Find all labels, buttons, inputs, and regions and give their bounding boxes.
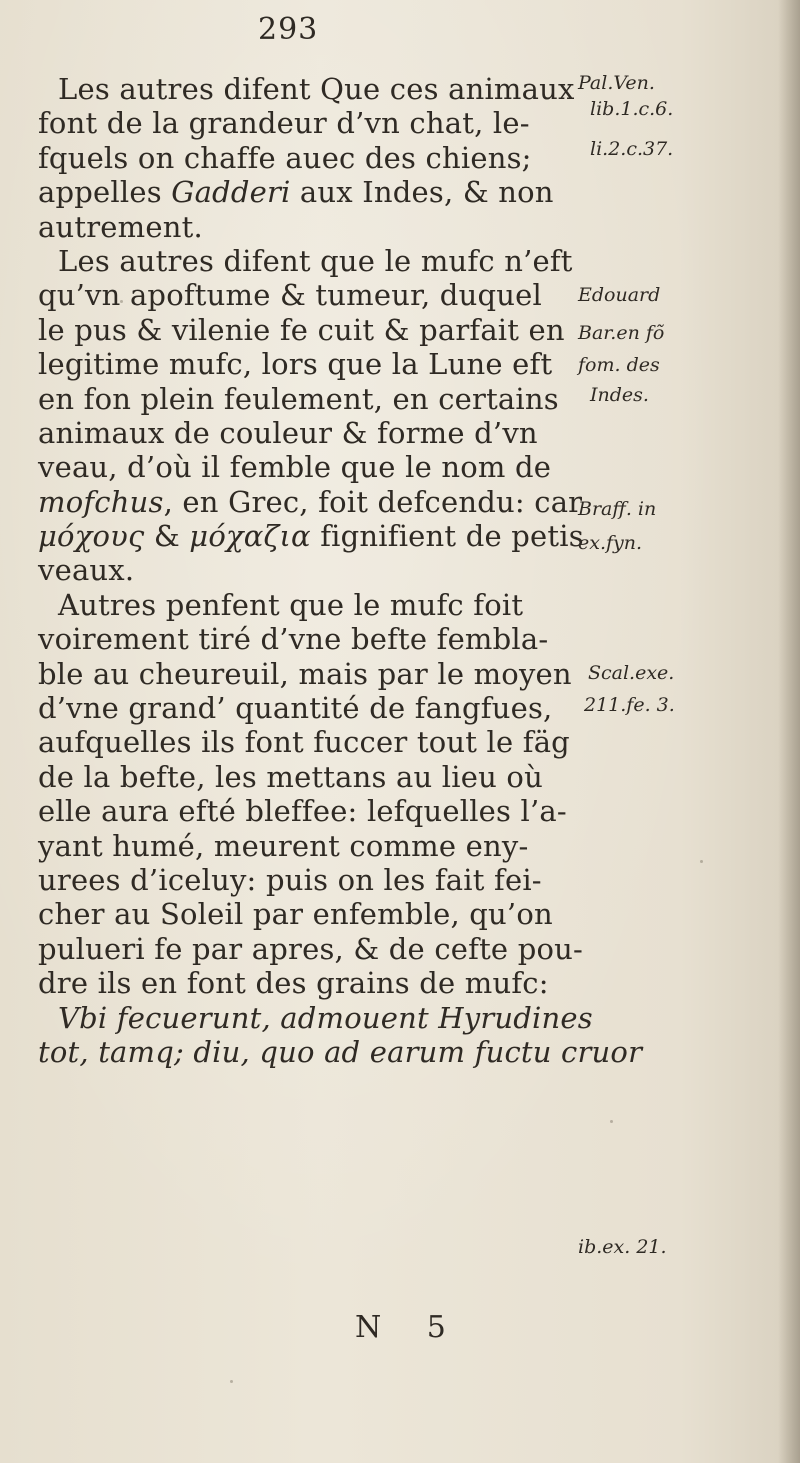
text-line: Les autres difent que le mufc n’eft [58,243,573,278]
paper-speck [230,1380,233,1383]
text-line: legitime mufc, lors que la Lune eft [38,347,553,382]
text-line: dre ils en font des grains de mufc: [38,966,549,1001]
text-line: en fon plein feulement, en certains [38,381,559,416]
margin-note: Bar.en fõ [578,322,665,344]
margin-note: Scal.exe. [588,662,675,684]
italic-phrase: mofchus [38,484,164,519]
margin-note: 211.fe. 3. [584,694,675,716]
margin-note: Edouard [578,284,661,306]
italic-phrase: μόχους [38,519,145,554]
text-line: de la befte, les mettans au lieu où [38,759,543,794]
catchword-signature: N 5 [355,1310,464,1345]
text-line: d’vne grand’ quantité de fangfues, [38,691,553,726]
text-line: voirement tiré d’vne befte fembla- [38,622,549,657]
paper-speck [610,1120,613,1123]
text-line: animaux de couleur & forme d’vn [38,415,538,450]
text-line: Les autres difent Que ces animaux [58,72,575,106]
text-line: elle aura efté bleffee: lefquelles l’a- [38,794,567,829]
text-line: qu’vn apoftume & tumeur, duquel [38,278,542,313]
text-line: autrement. [38,209,203,244]
paper-speck [700,860,703,863]
text-line: fquels on chaffe auec des chiens; [38,140,532,175]
text-line [38,1034,643,1069]
text-line: urees d’iceluy: puis on les fait fei- [38,862,542,897]
margin-note: ib.ex. 21. [578,1236,667,1258]
page-number: 293 [258,12,319,47]
text-line: veau, d’où il femble que le nom de [38,450,552,485]
margin-note: li.2.c.37. [590,138,674,160]
margin-note: Pal.Ven. [578,72,655,94]
text-line: veaux. [38,553,135,588]
text-line: cher au Soleil par enfemble, qu’on [38,897,553,932]
text-line: Autres penfent que le mufc foit [58,587,524,622]
text-line: yant humé, meurent comme eny- [38,828,529,863]
text-line [38,1001,598,1035]
text-line: font de la grandeur d’vn chat, le- [38,106,530,141]
text-line: pulueri fe par apres, & de cefte pou- [38,931,584,966]
margin-note: lib.1.c.6. [590,98,674,120]
page-edge-shadow [778,0,800,1463]
margin-note: fom. des [578,354,660,376]
text-line: ble au cheureuil, mais par le moyen [38,656,572,691]
text-line: appelles Gadderi aux Indes, & non [38,175,554,210]
margin-note: Braff. in [578,498,657,520]
text-line: le pus & vilenie fe cuit & parfait en [38,312,565,347]
text-line: aufquelles ils font fuccer tout le fäg [38,725,570,760]
italic-phrase: Vbi fecuerunt, admouent Hyrudines [58,1000,593,1035]
margin-note: Indes. [590,384,649,406]
italic-phrase: μόχαζια [189,519,311,554]
italic-phrase: tot, tamq; diu, quo ad earum fuctu cruor [38,1034,643,1069]
text-line: μόχους & μόχαζια fignifient de petis [38,519,584,554]
italic-phrase: Gadderi [171,175,291,210]
margin-note: ex.fyn. [578,532,643,554]
text-line: mofchus, en Grec, foit defcendu: car [38,484,583,519]
